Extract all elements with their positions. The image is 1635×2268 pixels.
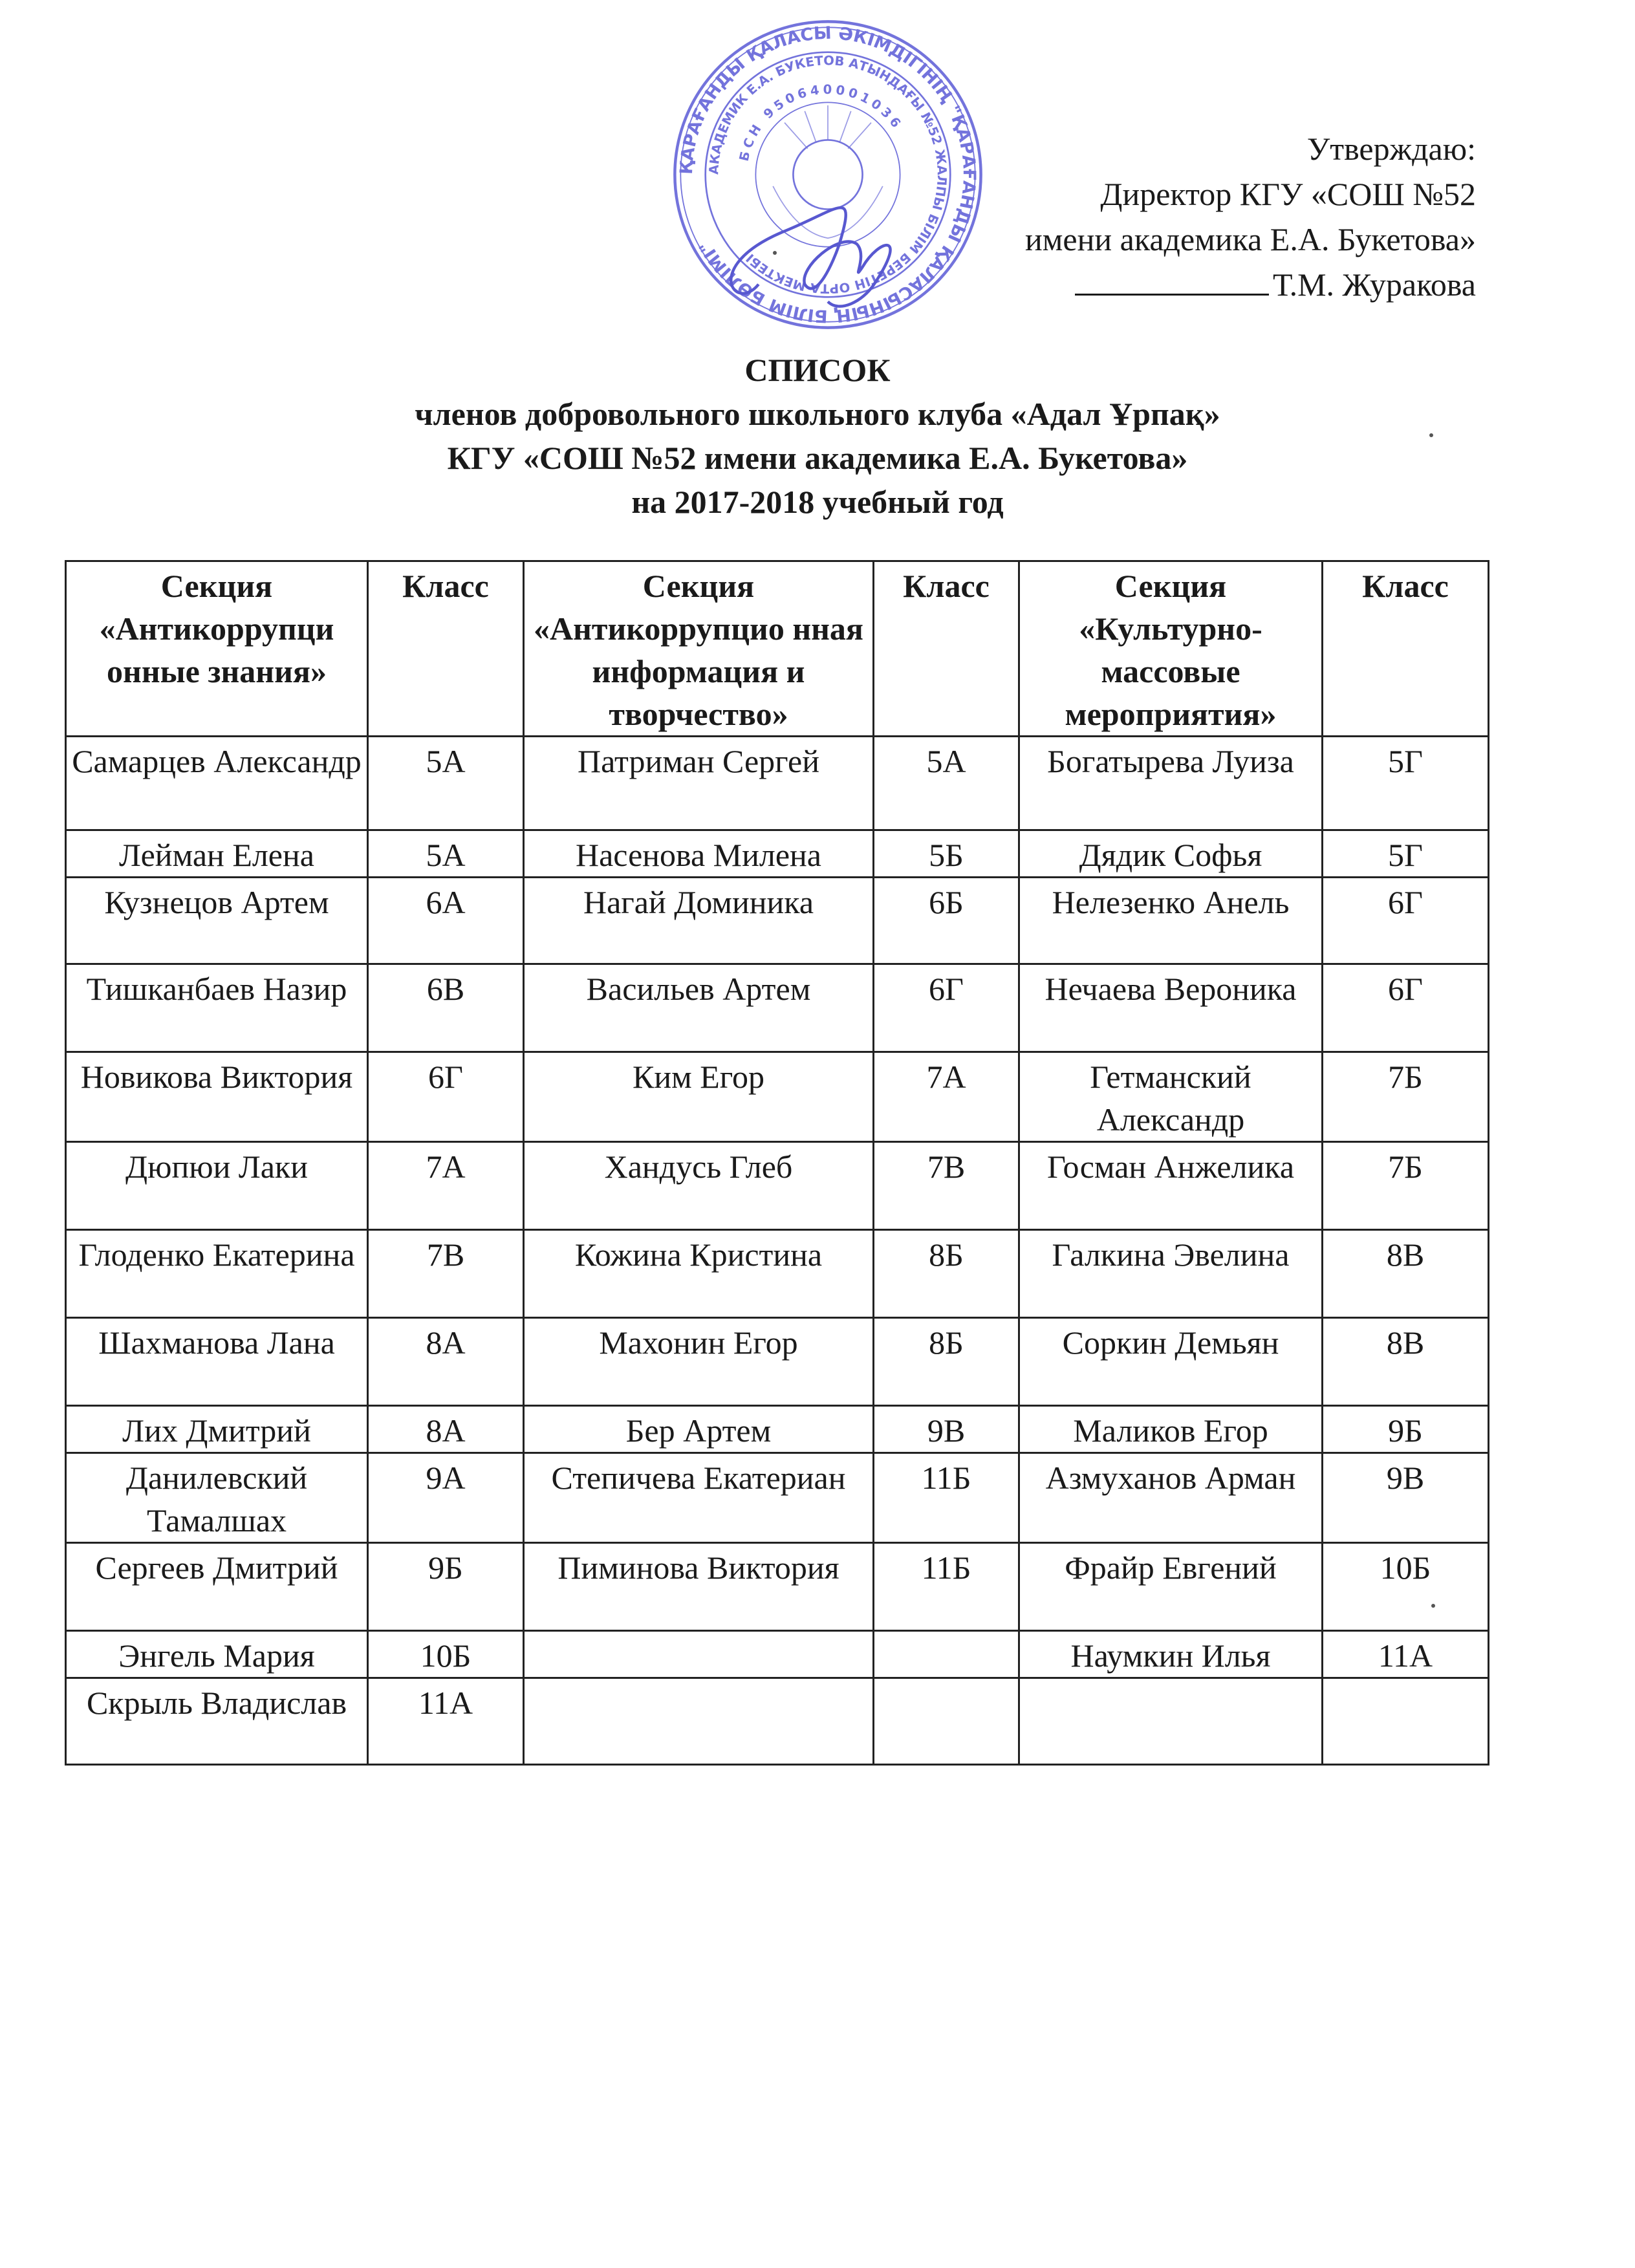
cell-name: Гетманский Александр [1019,1052,1323,1142]
cell-name: Глоденко Екатерина [66,1230,368,1318]
cell-class: 5А [368,737,524,830]
table-row [66,1142,1489,1230]
cell-name: Наумкин Илья [1019,1631,1323,1678]
cell-name [524,1631,874,1678]
cell-class: 7В [874,1142,1019,1230]
title-line-2: КГУ «СОШ №52 имени академика Е.А. Букетова» [447,440,1188,476]
cell-class: 10Б [1323,1543,1489,1631]
title-heading: СПИСОК [744,352,891,388]
cell-class: 8В [1323,1230,1489,1318]
signature-icon [731,208,890,307]
cell-class [874,1631,1019,1678]
cell-class: 8Б [874,1318,1019,1406]
cell-name: Маликов Егор [1019,1406,1323,1453]
table-row [66,1052,1489,1142]
table-row [66,1406,1489,1453]
members-table [65,560,1489,1766]
cell-class: 6Г [1323,878,1489,964]
cell-name: Тишканбаев Назир [66,964,368,1052]
cell-class: 11А [368,1678,524,1765]
table-row [66,878,1489,964]
cell-name: Шахманова Лана [66,1318,368,1406]
cell-name: Кузнецов Артем [66,878,368,964]
cell-name: Азмуханов Арман [1019,1453,1323,1543]
cell-name: Махонин Егор [524,1318,874,1406]
cell-class: 7А [874,1052,1019,1142]
approval-signer-name: Т.М. Журакова [1273,266,1476,303]
cell-class [874,1678,1019,1765]
cell-class: 6А [368,878,524,964]
scan-speck [1429,433,1433,437]
cell-class: 6Г [368,1052,524,1142]
cell-class: 8В [1323,1318,1489,1406]
cell-name: Госман Анжелика [1019,1142,1323,1230]
title-line-3: на 2017-2018 учебный год [631,484,1004,520]
cell-class: 10Б [368,1631,524,1678]
cell-name: Лих Дмитрий [66,1406,368,1453]
cell-name: Сергеев Дмитрий [66,1543,368,1631]
cell-name: Васильев Артем [524,964,874,1052]
table-header-row [66,561,1489,737]
table-row [66,1318,1489,1406]
cell-name [524,1678,874,1765]
cell-class: 5А [874,737,1019,830]
table-row [66,737,1489,830]
approval-label: Утверждаю: [1306,131,1476,167]
stamp-bin: БСН 950640001036 [736,81,906,163]
header-section-anticorruption-info: Секция «Антикоррупцио нная информация и творчество» [524,561,874,737]
cell-name: Степичева Екатериан [524,1453,874,1543]
header-section-anticorruption-knowledge: Секция «Антикоррупци онные знания» [66,561,368,737]
table-row [66,1453,1489,1543]
cell-name: Пиминова Виктория [524,1543,874,1631]
cell-name: Ким Егор [524,1052,874,1142]
approval-signer [1025,262,1476,307]
cell-class: 9Б [1323,1406,1489,1453]
cell-name [1019,1678,1323,1765]
table-row [66,1230,1489,1318]
cell-class: 6Г [874,964,1019,1052]
cell-class: 7А [368,1142,524,1230]
cell-class [1323,1678,1489,1765]
cell-class: 9В [1323,1453,1489,1543]
scan-speck [1431,1604,1435,1608]
table-row [66,964,1489,1052]
cell-name: Галкина Эвелина [1019,1230,1323,1318]
cell-class: 7Б [1323,1142,1489,1230]
cell-class: 11Б [874,1453,1019,1543]
cell-class: 8Б [874,1230,1019,1318]
cell-name: Энгель Мария [66,1631,368,1678]
header-section-cultural-events: Секция «Культурно-массовые мероприятия» [1019,561,1323,737]
cell-class: 11Б [874,1543,1019,1631]
cell-name: Фрайр Евгений [1019,1543,1323,1631]
cell-name: Хандусь Глеб [524,1142,874,1230]
table-row [66,1631,1489,1678]
cell-class: 9Б [368,1543,524,1631]
cell-class: 6Г [1323,964,1489,1052]
cell-class: 8А [368,1318,524,1406]
cell-class: 5Г [1323,830,1489,878]
cell-name: Патриман Сергей [524,737,874,830]
table-row [66,1543,1489,1631]
approval-position: Директор КГУ «СОШ №52 [1100,176,1476,212]
cell-class: 7Б [1323,1052,1489,1142]
cell-name: Дюпюи Лаки [66,1142,368,1230]
cell-class: 8А [368,1406,524,1453]
cell-name: Дядик Софья [1019,830,1323,878]
svg-text:БСН 950640001036 [737,82,906,163]
signature-line [1075,268,1269,296]
cell-class: 7В [368,1230,524,1318]
stamp-inner-text: АКАДЕМИК Е.А. БУКЕТОВ АТЫНДАҒЫ №52 ЖАЛПЫ БІЛІМ БЕРЕТІН ОРТА МЕКТЕБІ [706,53,949,296]
header-class: Класс [368,561,524,737]
cell-name: Бер Артем [524,1406,874,1453]
cell-name: Нелезенко Анель [1019,878,1323,964]
official-stamp-icon [666,13,990,336]
svg-text:АКАДЕМИК Е.А. БУКЕТОВ АТЫНДАҒЫ [706,53,949,296]
cell-class: 5Г [1323,737,1489,830]
cell-class: 9А [368,1453,524,1543]
cell-name: Нагай Доминика [524,878,874,964]
cell-name: Данилевский Тамалшах [66,1453,368,1543]
table-row [66,1678,1489,1765]
table-body [66,737,1489,1765]
stamp-outer-text: ҚАРАҒАНДЫ ҚАЛАСЫ ӘКІМДІГІНІҢ "ҚАРАҒАНДЫ ҚАЛАСЫНЫҢ БІЛІМ БӨЛІМІ" [676,23,979,327]
cell-class: 6В [368,964,524,1052]
cell-name: Скрыль Владислав [66,1678,368,1765]
header-class: Класс [874,561,1019,737]
document-title [0,348,1635,524]
title-line-1: членов добровольного школьного клуба «Адал Ұрпақ» [415,396,1220,432]
scan-speck [773,251,777,255]
approval-school: имени академика Е.А. Букетова» [1025,221,1476,257]
header-class: Класс [1323,561,1489,737]
cell-name: Самарцев Александр [66,737,368,830]
cell-class: 11А [1323,1631,1489,1678]
svg-text:ҚАРАҒАНДЫ ҚАЛАСЫ ӘКІМДІГІНІҢ " [677,23,979,326]
cell-name: Новикова Виктория [66,1052,368,1142]
table-row [66,830,1489,878]
cell-class: 6Б [874,878,1019,964]
cell-name: Кожина Кристина [524,1230,874,1318]
cell-name: Богатырева Луиза [1019,737,1323,830]
cell-class: 5Б [874,830,1019,878]
cell-class: 5А [368,830,524,878]
cell-class: 9В [874,1406,1019,1453]
cell-name: Лейман Елена [66,830,368,878]
approval-block [1025,126,1476,307]
cell-name: Нечаева Вероника [1019,964,1323,1052]
cell-name: Соркин Демьян [1019,1318,1323,1406]
cell-name: Насенова Милена [524,830,874,878]
